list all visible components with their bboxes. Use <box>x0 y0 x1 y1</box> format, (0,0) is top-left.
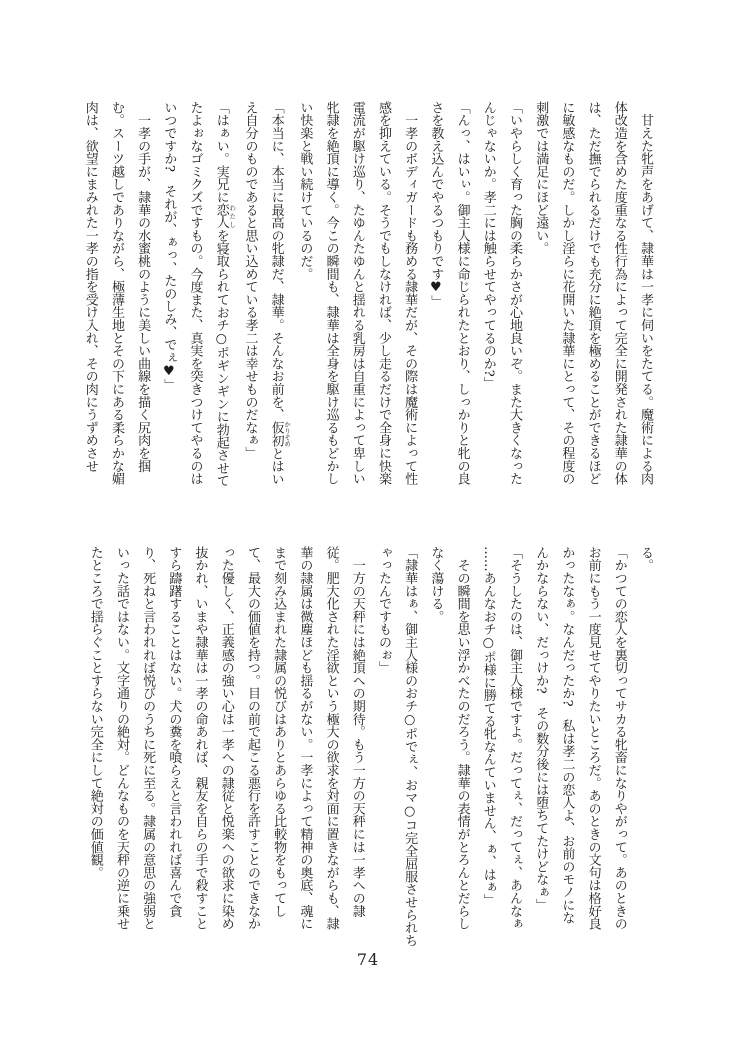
text-column: たところで揺らぐことすらない完全にして絶対の価値観。 <box>87 546 103 879</box>
text-column: いつですか? それが、ぁっ、たのしみ、でぇ♥」 <box>161 101 177 392</box>
text-column: 刺激では満足にほど遠い。 <box>533 101 549 255</box>
text-column: い快楽と戦い続けているのだ。 <box>297 101 313 281</box>
text-column: お前にもう一度見せてやりたいところだ。あのときの文句は格好良 <box>585 546 601 931</box>
text-column: ゃったんですものぉ」 <box>375 546 391 675</box>
text-column: え自分のものであると思い込めている孝二は幸せものだなぁ」 <box>242 101 258 460</box>
text-column: 「んっ、はいぃ。御主人様に命じられたとおり、しっかりと牝の良 <box>454 101 470 486</box>
text-column: 「本当に、本当に最高の牝隷だ、隷華。そんなお前を、仮初 かりそめとはい <box>268 101 292 486</box>
text-column: 一方の天秤には絶頂への期待。もう一方の天秤には一孝への隷 <box>349 546 365 918</box>
text-column: 従。肥大化された淫欲という極大の欲求を対面に置きながらも、隷 <box>323 546 339 931</box>
text-column: 華の隷属は微塵ほども揺るがない。一孝によって精神の奥底、魂に <box>297 546 313 931</box>
text-column: んかならない、だっけか? その数分後には堕ちてたけどなぁ」 <box>533 546 549 912</box>
page-number: 74 <box>356 950 380 969</box>
text-column: 電流が駆け巡り、たゆんたゆんと揺れる乳房は自重によって卑しい <box>349 101 365 486</box>
text-column: 感を抑えている。そうでもしなければ、少し走るだけで全身に快楽 <box>375 101 391 486</box>
text-column: は、ただ撫でられるだけでも充分に絶頂を極めることができるほど <box>585 101 601 486</box>
text-column: その瞬間を思い浮かべたのだろう。隷華の表情がとろんとだらし <box>454 546 470 931</box>
text-band-top <box>77 101 658 487</box>
text-column: り、死ねと言われれば悦びのうちに死に至る。隷属の意思の強弱と <box>140 546 156 931</box>
text-band-bottom <box>82 546 658 947</box>
text-column: 一孝のボディガードも務める隷華だが、その際は魔術によって性 <box>402 101 418 486</box>
text-column: る。 <box>638 546 653 572</box>
text-column: 牝隷を絶頂に導く。今この瞬間も、隷華は全身を駆け巡るもどかし <box>323 101 339 485</box>
text-column: 「そうしたのは、御主人様ですよ。だってぇ、だってぇ、あんなぁ <box>506 546 522 931</box>
text-column: 抜かれ、いまや隷華は一孝の命あれば、親友を自らの手で殺すこと <box>192 546 208 931</box>
text-column: 「はぁい。実兄に恋人 わたしを寝取られておチ○ポギンギンに勃起させて <box>213 101 237 488</box>
text-column: さを教え込んでやるつもりです♥」 <box>428 101 444 308</box>
text-column: んじゃないか。孝二には触らせてやってるのか?」 <box>480 101 496 390</box>
text-column: む。スーツ越しでありながら、極薄生地とその下にある柔らかな媚 <box>108 101 124 486</box>
text-column: 「かつての恋人を裏切ってサカる牝畜になりやがって。あのときの <box>611 546 627 931</box>
text-column: った優しく、正義感の強い心は一孝への隷従と悦楽への欲求に染め <box>218 546 234 931</box>
text-column: て、最大の価値を持つ。目の前で起こる悪行を許すことのできなか <box>244 546 260 931</box>
text-column: に敏感なものだ。しかし淫らに花開いた隷華にとって、その程度の <box>559 101 575 486</box>
text-column: ……あんなおチ○ポ様に勝てる牝なんていません、ぁ、はぁ」 <box>480 546 496 907</box>
text-column: 肉は、欲望にまみれた一孝の指を受け入れ、その肉にうずめさせ <box>82 101 98 473</box>
text-column: かったなぁ。なんだったか? 私は孝二の恋人よ、お前のモノにな <box>559 546 575 924</box>
text-column: 甘えた牝声をあげて、隷華は一孝に伺いをたてる。魔術による肉 <box>638 101 653 486</box>
text-column: 「隷華はぁ、御主人様のおチ○ポでぇ、おマ○コ完全屈服させられち <box>402 546 418 947</box>
text-column: 一孝の手が、隷華の水蜜桃のように美しい曲線を描く尻肉を掴 <box>135 101 151 473</box>
text-column: 体改造を含めた度重なる性行為によって完全に開発された隷華の体 <box>611 101 627 486</box>
text-column: なく蕩ける。 <box>428 546 444 623</box>
text-column: すら躊躇することはない。犬の糞を喰らえと言われれば喜んで貪 <box>166 546 182 918</box>
text-column: たよぉなゴミクズですもの。今度また、真実を突きつけてやるのは <box>187 101 203 486</box>
text-column: 「いやらしく育った胸の柔らかさが心地良いぞ。また大きくなった <box>506 101 522 486</box>
text-column: いった話ではない。文字通りの絶対。どんなものを天秤の逆に乗せ <box>113 546 129 931</box>
text-column: まで刻み込まれた隷属の悦びはありとあらゆる比較物をもってし <box>271 546 287 918</box>
